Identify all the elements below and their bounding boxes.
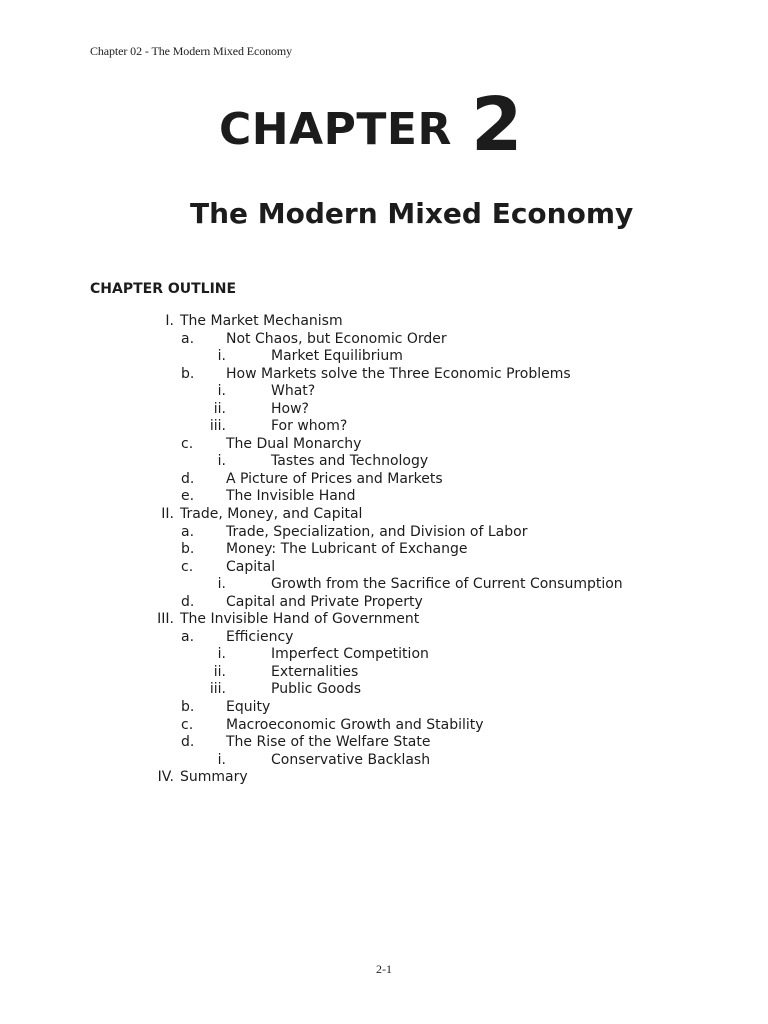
outline-item-text: Summary bbox=[180, 769, 248, 786]
outline-item-level-3 bbox=[0, 664, 768, 682]
outline-item-text: A Picture of Prices and Markets bbox=[226, 470, 443, 487]
outline-item-number: b. bbox=[181, 365, 195, 382]
outline-item-level-3 bbox=[0, 576, 768, 594]
outline-item-level-2 bbox=[0, 699, 768, 717]
outline-item-number: c. bbox=[181, 558, 194, 575]
outline-item-level-2 bbox=[0, 559, 768, 577]
outline-item-text: The Invisible Hand bbox=[226, 488, 356, 505]
outline-item-text: The Rise of the Welfare State bbox=[226, 734, 431, 751]
outline-item-text: Trade, Specialization, and Division of Labor bbox=[226, 523, 528, 540]
outline-item-number: i. bbox=[217, 453, 226, 470]
outline-item-level-2 bbox=[0, 734, 768, 752]
outline-item-text: Tastes and Technology bbox=[271, 453, 429, 470]
outline-item-level-2 bbox=[0, 488, 768, 506]
outline-item-number: e. bbox=[181, 488, 195, 505]
outline-item-level-3 bbox=[0, 348, 768, 366]
outline-item-number: III. bbox=[157, 611, 174, 628]
outline-item-text: Market Equilibrium bbox=[271, 348, 403, 365]
outline-item-level-3 bbox=[0, 401, 768, 419]
outline-item-number: iii. bbox=[209, 681, 226, 698]
outline-item-text: Imperfect Competition bbox=[271, 646, 429, 663]
outline-item-number: iii. bbox=[209, 418, 226, 435]
outline-item-text: Money: The Lubricant of Exchange bbox=[226, 541, 468, 558]
outline-item-text: Capital bbox=[226, 558, 276, 575]
outline-item-text: Growth from the Sacrifice of Current Consumption bbox=[271, 576, 623, 593]
outline-item-level-2 bbox=[0, 524, 768, 542]
outline-item-level-3 bbox=[0, 453, 768, 471]
outline-item-level-1 bbox=[0, 506, 768, 524]
outline-item-level-2 bbox=[0, 366, 768, 384]
outline-item-number: i. bbox=[217, 348, 226, 365]
outline-item-number: b. bbox=[181, 699, 195, 716]
outline-item-text: How Markets solve the Three Economic Problems bbox=[226, 365, 571, 382]
outline-item-number: a. bbox=[181, 628, 195, 645]
outline-item-level-2 bbox=[0, 541, 768, 559]
outline-item-text: Public Goods bbox=[271, 681, 362, 698]
outline-item-number: d. bbox=[181, 470, 195, 487]
outline-item-level-2 bbox=[0, 436, 768, 454]
outline-item-text: For whom? bbox=[271, 418, 348, 435]
outline-item-text: Conservative Backlash bbox=[271, 751, 431, 768]
outline-item-number: ii. bbox=[213, 400, 226, 417]
outline-item-text: Not Chaos, but Economic Order bbox=[226, 330, 447, 347]
outline-item-number: b. bbox=[181, 541, 195, 558]
outline-item-number: IV. bbox=[157, 769, 174, 786]
outline-item-level-3 bbox=[0, 383, 768, 401]
outline-item-number: c. bbox=[181, 435, 194, 452]
outline-item-text: Capital and Private Property bbox=[226, 593, 423, 610]
outline-item-number: c. bbox=[181, 716, 194, 733]
outline-item-level-1 bbox=[0, 769, 768, 787]
outline-item-number: I. bbox=[165, 313, 174, 329]
outline-item-text: What? bbox=[271, 383, 316, 400]
outline-item-text: Trade, Money, and Capital bbox=[180, 506, 363, 523]
outline-item-number: i. bbox=[217, 751, 226, 768]
outline-item-number: d. bbox=[181, 593, 195, 610]
outline-item-level-2 bbox=[0, 717, 768, 735]
outline-item-number: ii. bbox=[213, 663, 226, 680]
outline-item-number: a. bbox=[181, 330, 195, 347]
chapter-number: 2 bbox=[471, 82, 523, 168]
outline-item-text: How? bbox=[271, 400, 309, 417]
chapter-title: The Modern Mixed Economy bbox=[190, 197, 634, 230]
outline-item-text: Externalities bbox=[271, 663, 359, 680]
outline-item-text: Efficiency bbox=[226, 628, 294, 645]
chapter-outline bbox=[0, 313, 768, 787]
outline-item-number: i. bbox=[217, 576, 226, 593]
outline-item-text: The Dual Monarchy bbox=[226, 435, 362, 452]
outline-item-number: II. bbox=[161, 506, 174, 523]
outline-item-text: Equity bbox=[226, 699, 271, 716]
outline-item-level-2 bbox=[0, 331, 768, 349]
outline-item-level-3 bbox=[0, 418, 768, 436]
outline-item-number: i. bbox=[217, 383, 226, 400]
page-number: 2-1 bbox=[376, 962, 392, 976]
outline-item-number: i. bbox=[217, 646, 226, 663]
outline-item-level-3 bbox=[0, 752, 768, 770]
outline-item-text: The Invisible Hand of Government bbox=[180, 611, 420, 628]
outline-item-text: Macroeconomic Growth and Stability bbox=[226, 716, 484, 733]
outline-item-level-2 bbox=[0, 594, 768, 612]
outline-item-level-2 bbox=[0, 471, 768, 489]
outline-heading: CHAPTER OUTLINE bbox=[90, 281, 237, 297]
outline-item-level-1 bbox=[0, 611, 768, 629]
chapter-word: CHAPTER bbox=[219, 104, 452, 155]
running-header: Chapter 02 - The Modern Mixed Economy bbox=[90, 44, 293, 58]
outline-item-level-2 bbox=[0, 629, 768, 647]
outline-item-level-3 bbox=[0, 646, 768, 664]
outline-item-text: The Market Mechanism bbox=[180, 313, 343, 329]
outline-item-number: a. bbox=[181, 523, 195, 540]
outline-item-level-3 bbox=[0, 681, 768, 699]
outline-item-number: d. bbox=[181, 734, 195, 751]
outline-item-level-1 bbox=[0, 313, 768, 331]
